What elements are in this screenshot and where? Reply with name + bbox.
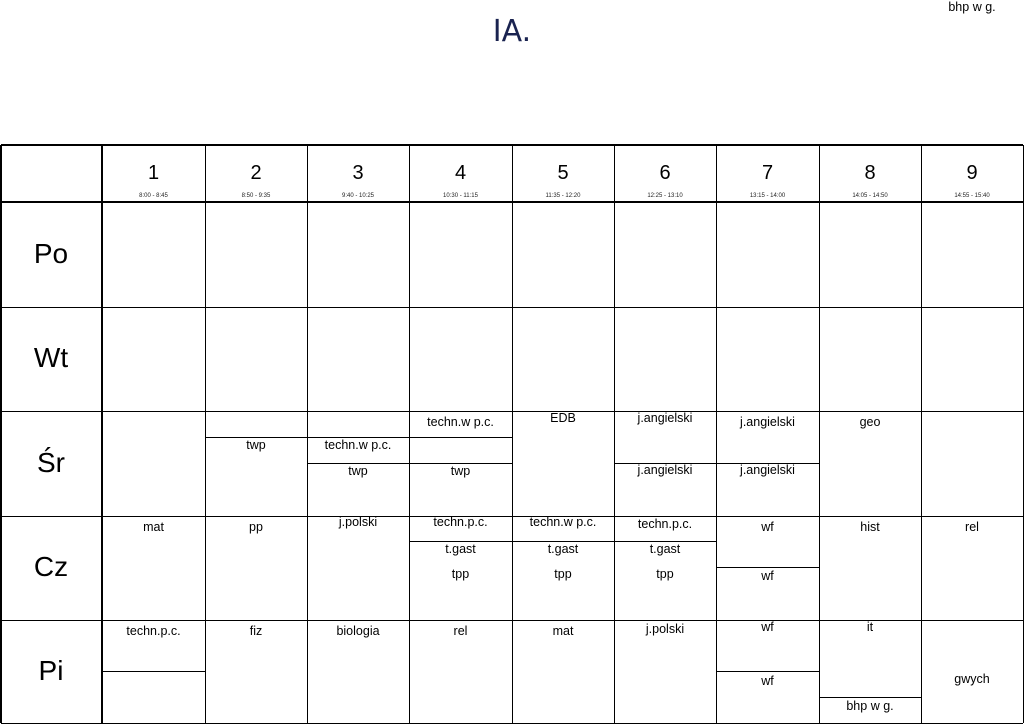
- lesson-label: techn.p.c.: [637, 517, 693, 531]
- period-time: 8:00 - 8:45: [139, 193, 168, 199]
- period-number: 3: [352, 162, 364, 184]
- lesson-label: techn.w p.c.: [529, 515, 597, 529]
- period-number: 5: [557, 162, 569, 184]
- lesson-label: twp: [348, 464, 368, 478]
- cell-divider: [716, 567, 819, 568]
- period-time: 14:05 - 14:50: [852, 193, 888, 199]
- lesson-label: gwych: [954, 672, 990, 686]
- lesson-label: techn.p.c.: [126, 624, 181, 638]
- lesson-label: twp: [450, 464, 471, 478]
- day-label: Śr: [37, 446, 65, 478]
- period-number: 6: [659, 162, 671, 184]
- cell-divider: [409, 437, 512, 438]
- period-number: 8: [864, 162, 876, 184]
- lesson-label: j.angielski: [740, 415, 795, 429]
- lesson-label: bhp w g.: [846, 699, 894, 713]
- period-number: 7: [761, 162, 774, 184]
- lesson-label: mat: [143, 520, 164, 534]
- lesson-label: wf: [761, 520, 774, 534]
- cell-divider: [102, 671, 205, 672]
- lesson-label: pp: [249, 520, 263, 534]
- lesson-label: biologia: [336, 624, 380, 638]
- lesson-label: twp: [246, 438, 266, 452]
- lesson-label: rel: [965, 520, 979, 534]
- grid-column-line: [0, 145, 2, 723]
- lesson-label: hist: [860, 520, 880, 534]
- lesson-label: wf: [761, 620, 774, 634]
- lesson-label: tpp: [656, 567, 674, 581]
- lesson-label: j.polski: [338, 515, 378, 529]
- period-time: 8:50 - 9:35: [241, 193, 271, 199]
- lesson-label: techn.w p.c.: [427, 415, 494, 429]
- period-number: 2: [250, 162, 262, 184]
- lesson-label: wf: [761, 569, 774, 583]
- lesson-label: it: [866, 620, 874, 634]
- lesson-label: fiz: [249, 624, 263, 638]
- lesson-label: rel: [453, 624, 468, 638]
- day-label: Po: [33, 237, 69, 269]
- period-number: 9: [966, 162, 978, 184]
- page-title: IA.: [492, 14, 532, 49]
- cell-divider: [819, 697, 921, 698]
- lesson-label: techn.p.c.: [433, 515, 488, 529]
- lesson-label: t.gast: [547, 542, 579, 556]
- lesson-label: j.polski: [645, 622, 685, 636]
- day-label: Cz: [33, 551, 69, 582]
- period-number: 1: [147, 162, 160, 184]
- lesson-label: j.angielski: [740, 463, 795, 477]
- lesson-label: tpp: [451, 567, 470, 581]
- period-time: 9:40 - 10:25: [341, 193, 375, 199]
- period-time: 10:30 - 11:15: [443, 193, 478, 199]
- lesson-label: t.gast: [445, 542, 476, 556]
- period-time: 14:55 - 15:40: [954, 193, 990, 199]
- lesson-label: bhp w g.: [948, 0, 996, 14]
- period-time: 11:35 - 12:20: [545, 193, 581, 199]
- lesson-label: EDB: [550, 411, 576, 425]
- lesson-label: j.angielski: [637, 411, 693, 425]
- lesson-label: tpp: [554, 567, 572, 581]
- lesson-label: techn.w p.c.: [324, 438, 392, 452]
- grid-column-line: [716, 145, 717, 723]
- lesson-label: wf: [761, 674, 774, 688]
- day-label: Wt: [33, 342, 69, 373]
- lesson-label: t.gast: [649, 542, 681, 556]
- lesson-label: j.angielski: [637, 463, 693, 477]
- period-number: 4: [454, 162, 467, 184]
- grid-column-line: [921, 145, 922, 723]
- period-time: 13:15 - 14:00: [749, 193, 786, 199]
- period-time: 12:25 - 13:10: [647, 193, 683, 199]
- grid-column-line: [819, 145, 820, 723]
- lesson-label: mat: [552, 624, 574, 638]
- day-label: Pi: [38, 654, 64, 686]
- cell-divider: [716, 671, 819, 672]
- lesson-label: geo: [859, 415, 881, 429]
